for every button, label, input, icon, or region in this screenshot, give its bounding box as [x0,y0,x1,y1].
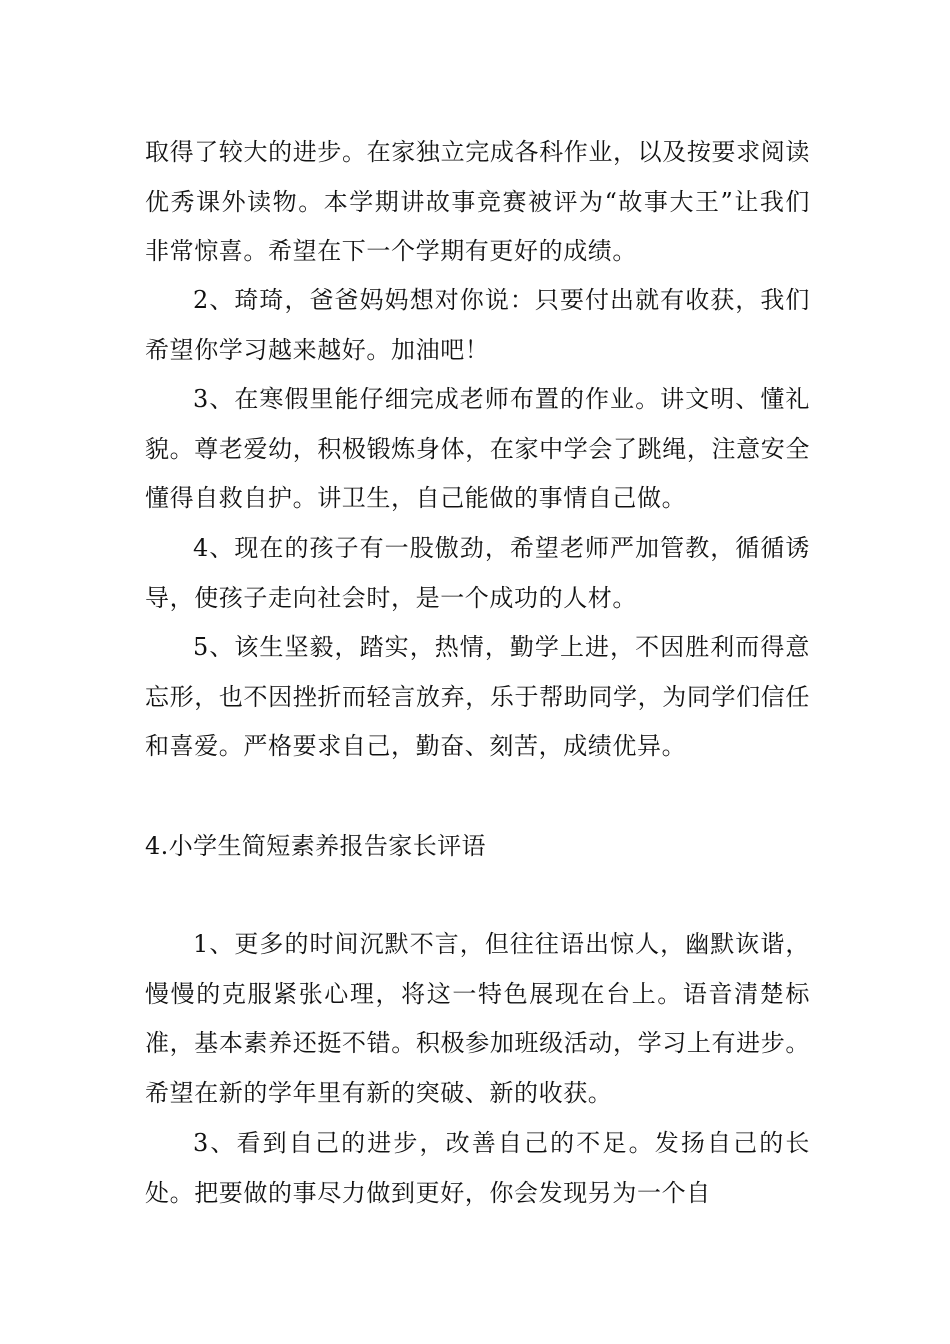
paragraph-item-5: 5、该生坚毅，踏实，热情，勤学上进，不因胜利而得意忘形，也不因挫折而轻言放弃，乐于帮助同学，为同学们信任和喜爱。严格要求自己，勤奋、刻苦，成绩优异。 [145,633,810,760]
paragraph-continuation: 取得了较大的进步。在家独立完成各科作业，以及按要求阅读优秀课外读物。本学期讲故事竞赛被评为“故事大王”让我们非常惊喜。希望在下一个学期有更好的成绩。 [145,138,810,265]
paragraph-item-4: 4、现在的孩子有一股傲劲，希望老师严加管教，循循诱导，使孩子走向社会时，是一个成功的人材。 [145,534,810,612]
section-heading: 4.小学生简短素养报告家长评语 [145,832,486,860]
paragraph-item-1: 1、更多的时间沉默不言，但往往语出惊人，幽默诙谐，慢慢的克服紧张心理，将这一特色展现在台上。语音清楚标准，基本素养还挺不错。积极参加班级活动，学习上有进步。希望在新的学年里有新的突破、新的收获。 [145,930,810,1107]
paragraph-item-3: 3、在寒假里能仔细完成老师布置的作业。讲文明、懂礼貌。尊老爱幼，积极锻炼身体，在家中学会了跳绳，注意安全懂得自救自护。讲卫生，自己能做的事情自己做。 [145,385,810,512]
paragraph-item-3b: 3、看到自己的进步，改善自己的不足。发扬自己的长处。把要做的事尽力做到更好，你会发现另为一个自 [145,1129,810,1207]
paragraph-item-2: 2、琦琦，爸爸妈妈想对你说：只要付出就有收获，我们希望你学习越来越好。加油吧！ [145,286,810,364]
